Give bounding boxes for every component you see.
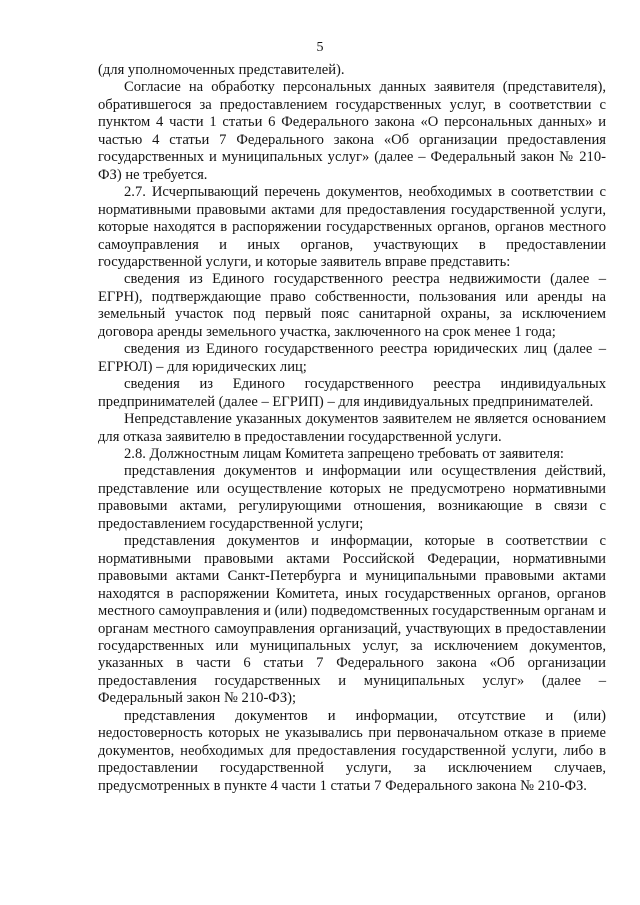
paragraph: сведения из Единого государственного реестра недвижимости (далее – ЕГРН), подтверждающие право собственности, пользования или аренды на земельный участок под первый пояс санитарной охраны, за исключением договора аренды земельного участка, заключенного на срок менее 1 года; xyxy=(98,271,606,340)
document-body xyxy=(98,62,606,795)
paragraph: 2.7. Исчерпывающий перечень документов, необходимых в соответствии с нормативными правовыми актами для предоставления государственной услуги, которые находятся в распоряжении государственных органов, органов местного самоуправления и иных органов, участвующих в предоставлении государственной услуги, и которые заявитель вправе представить: xyxy=(98,184,606,270)
paragraph: сведения из Единого государственного реестра индивидуальных предпринимателей (далее – ЕГРИП) – для индивидуальных предпринимателей. xyxy=(98,376,606,410)
page-number: 5 xyxy=(316,40,324,55)
paragraph: представления документов и информации или осуществления действий, представление или осуществление которых не предусмотрено нормативными правовыми актами, регулирующими отношения, возникающие в связи с предоставлением государственной услуги; xyxy=(98,463,606,532)
paragraph: (для уполномоченных представителей). xyxy=(98,62,345,78)
paragraph: представления документов и информации, отсутствие и (или) недостоверность которых не указывались при первоначальном отказе в приеме документов, необходимых для предоставления государственной услуги, либо в предоставлении государственной услуги, за исключением случаев, предусмотренных в пункте 4 части 1 статьи 7 Федерального закона № 210-ФЗ. xyxy=(98,707,606,794)
paragraph: представления документов и информации, которые в соответствии с нормативными правовыми актами Российской Федерации, нормативными правовыми актами Санкт-Петербурга и муниципальными правовыми актами находятся в распоряжении Комитета, иных государственных органов, органов местного самоуправления и (или) подведомственных государственным органам и органам местного самоуправления организаций, участвующих в предоставлении государственных или муниципальных услуг, за исключением документов, указанных в части 6 статьи 7 Федерального закона «Об организации предоставления государственных и муниципальных услуг» (далее – Федеральный закон № 210-ФЗ); xyxy=(98,533,606,707)
paragraph: сведения из Единого государственного реестра юридических лиц (далее – ЕГРЮЛ) – для юридических лиц; xyxy=(98,341,606,375)
paragraph: 2.8. Должностным лицам Комитета запрещено требовать от заявителя: xyxy=(124,445,564,462)
paragraph: Непредставление указанных документов заявителем не является основанием для отказа заявителю в предоставлении государственной услуги. xyxy=(98,411,606,445)
paragraph: Согласие на обработку персональных данных заявителя (представителя), обратившегося за предоставлением государственных услуг, в соответствии с пунктом 4 части 1 статьи 6 Федерального закона «О персональных данных» и частью 4 статьи 7 Федерального закона «Об организации предоставления государственных и муниципальных услуг» (далее – Федеральный закон № 210-ФЗ) не требуется. xyxy=(98,79,606,183)
